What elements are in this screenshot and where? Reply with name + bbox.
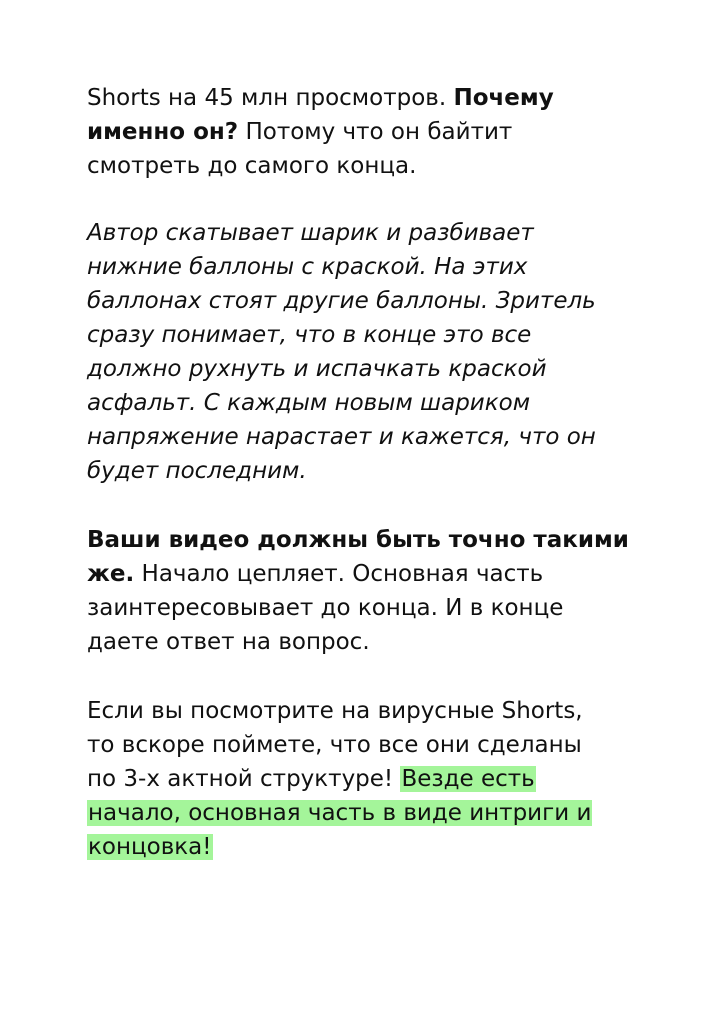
highlighted-text: концовка! <box>88 834 212 860</box>
text-line: баллонах стоят другие баллоны. Зритель <box>87 288 596 314</box>
text-line: должно рухнуть и испачкать краской <box>87 356 547 382</box>
text-run: Потому что он байтит <box>238 119 513 145</box>
bold-run: Почему <box>453 85 554 111</box>
text-run: Shorts на 45 млн просмотров. <box>87 85 454 111</box>
text-run: по 3-х актной структуре! <box>87 766 401 792</box>
text-line <box>87 796 647 830</box>
paragraph-intro <box>87 81 647 183</box>
text-run: Начало цепляет. Основная часть <box>134 561 544 587</box>
text-line: напряжение нарастает и кажется, что он <box>87 424 596 450</box>
bold-run: Ваши видео должны быть точно такими <box>87 527 629 553</box>
text-line: Автор скатывает шарик и разбивает <box>87 220 534 246</box>
paragraph-example-italic <box>87 216 647 488</box>
bold-run: именно он? <box>87 119 239 145</box>
text-line: сразу понимает, что в конце это все <box>87 322 532 348</box>
bold-run: же. <box>87 561 135 587</box>
highlighted-text: Везде есть <box>401 766 535 792</box>
paragraph-conclusion <box>87 694 647 864</box>
text-line <box>87 81 647 115</box>
text-line: даете ответ на вопрос. <box>87 629 370 655</box>
text-line: заинтересовывает до конца. И в конце <box>87 595 564 621</box>
text-line: асфальт. С каждым новым шариком <box>87 390 531 416</box>
text-line <box>87 115 647 149</box>
text-line <box>87 557 647 591</box>
text-line: будет последним. <box>87 458 307 484</box>
text-line <box>87 523 647 557</box>
highlighted-text: начало, основная часть в виде интриги и <box>88 800 592 826</box>
text-line: смотреть до самого конца. <box>87 153 417 179</box>
text-line <box>87 830 647 864</box>
text-line: нижние баллоны с краской. На этих <box>87 254 528 280</box>
paragraph-advice <box>87 523 647 659</box>
text-line: Если вы посмотрите на вирусные Shorts, <box>87 698 583 724</box>
text-line: то вскоре поймете, что все они сделаны <box>87 732 582 758</box>
text-line <box>87 762 647 796</box>
